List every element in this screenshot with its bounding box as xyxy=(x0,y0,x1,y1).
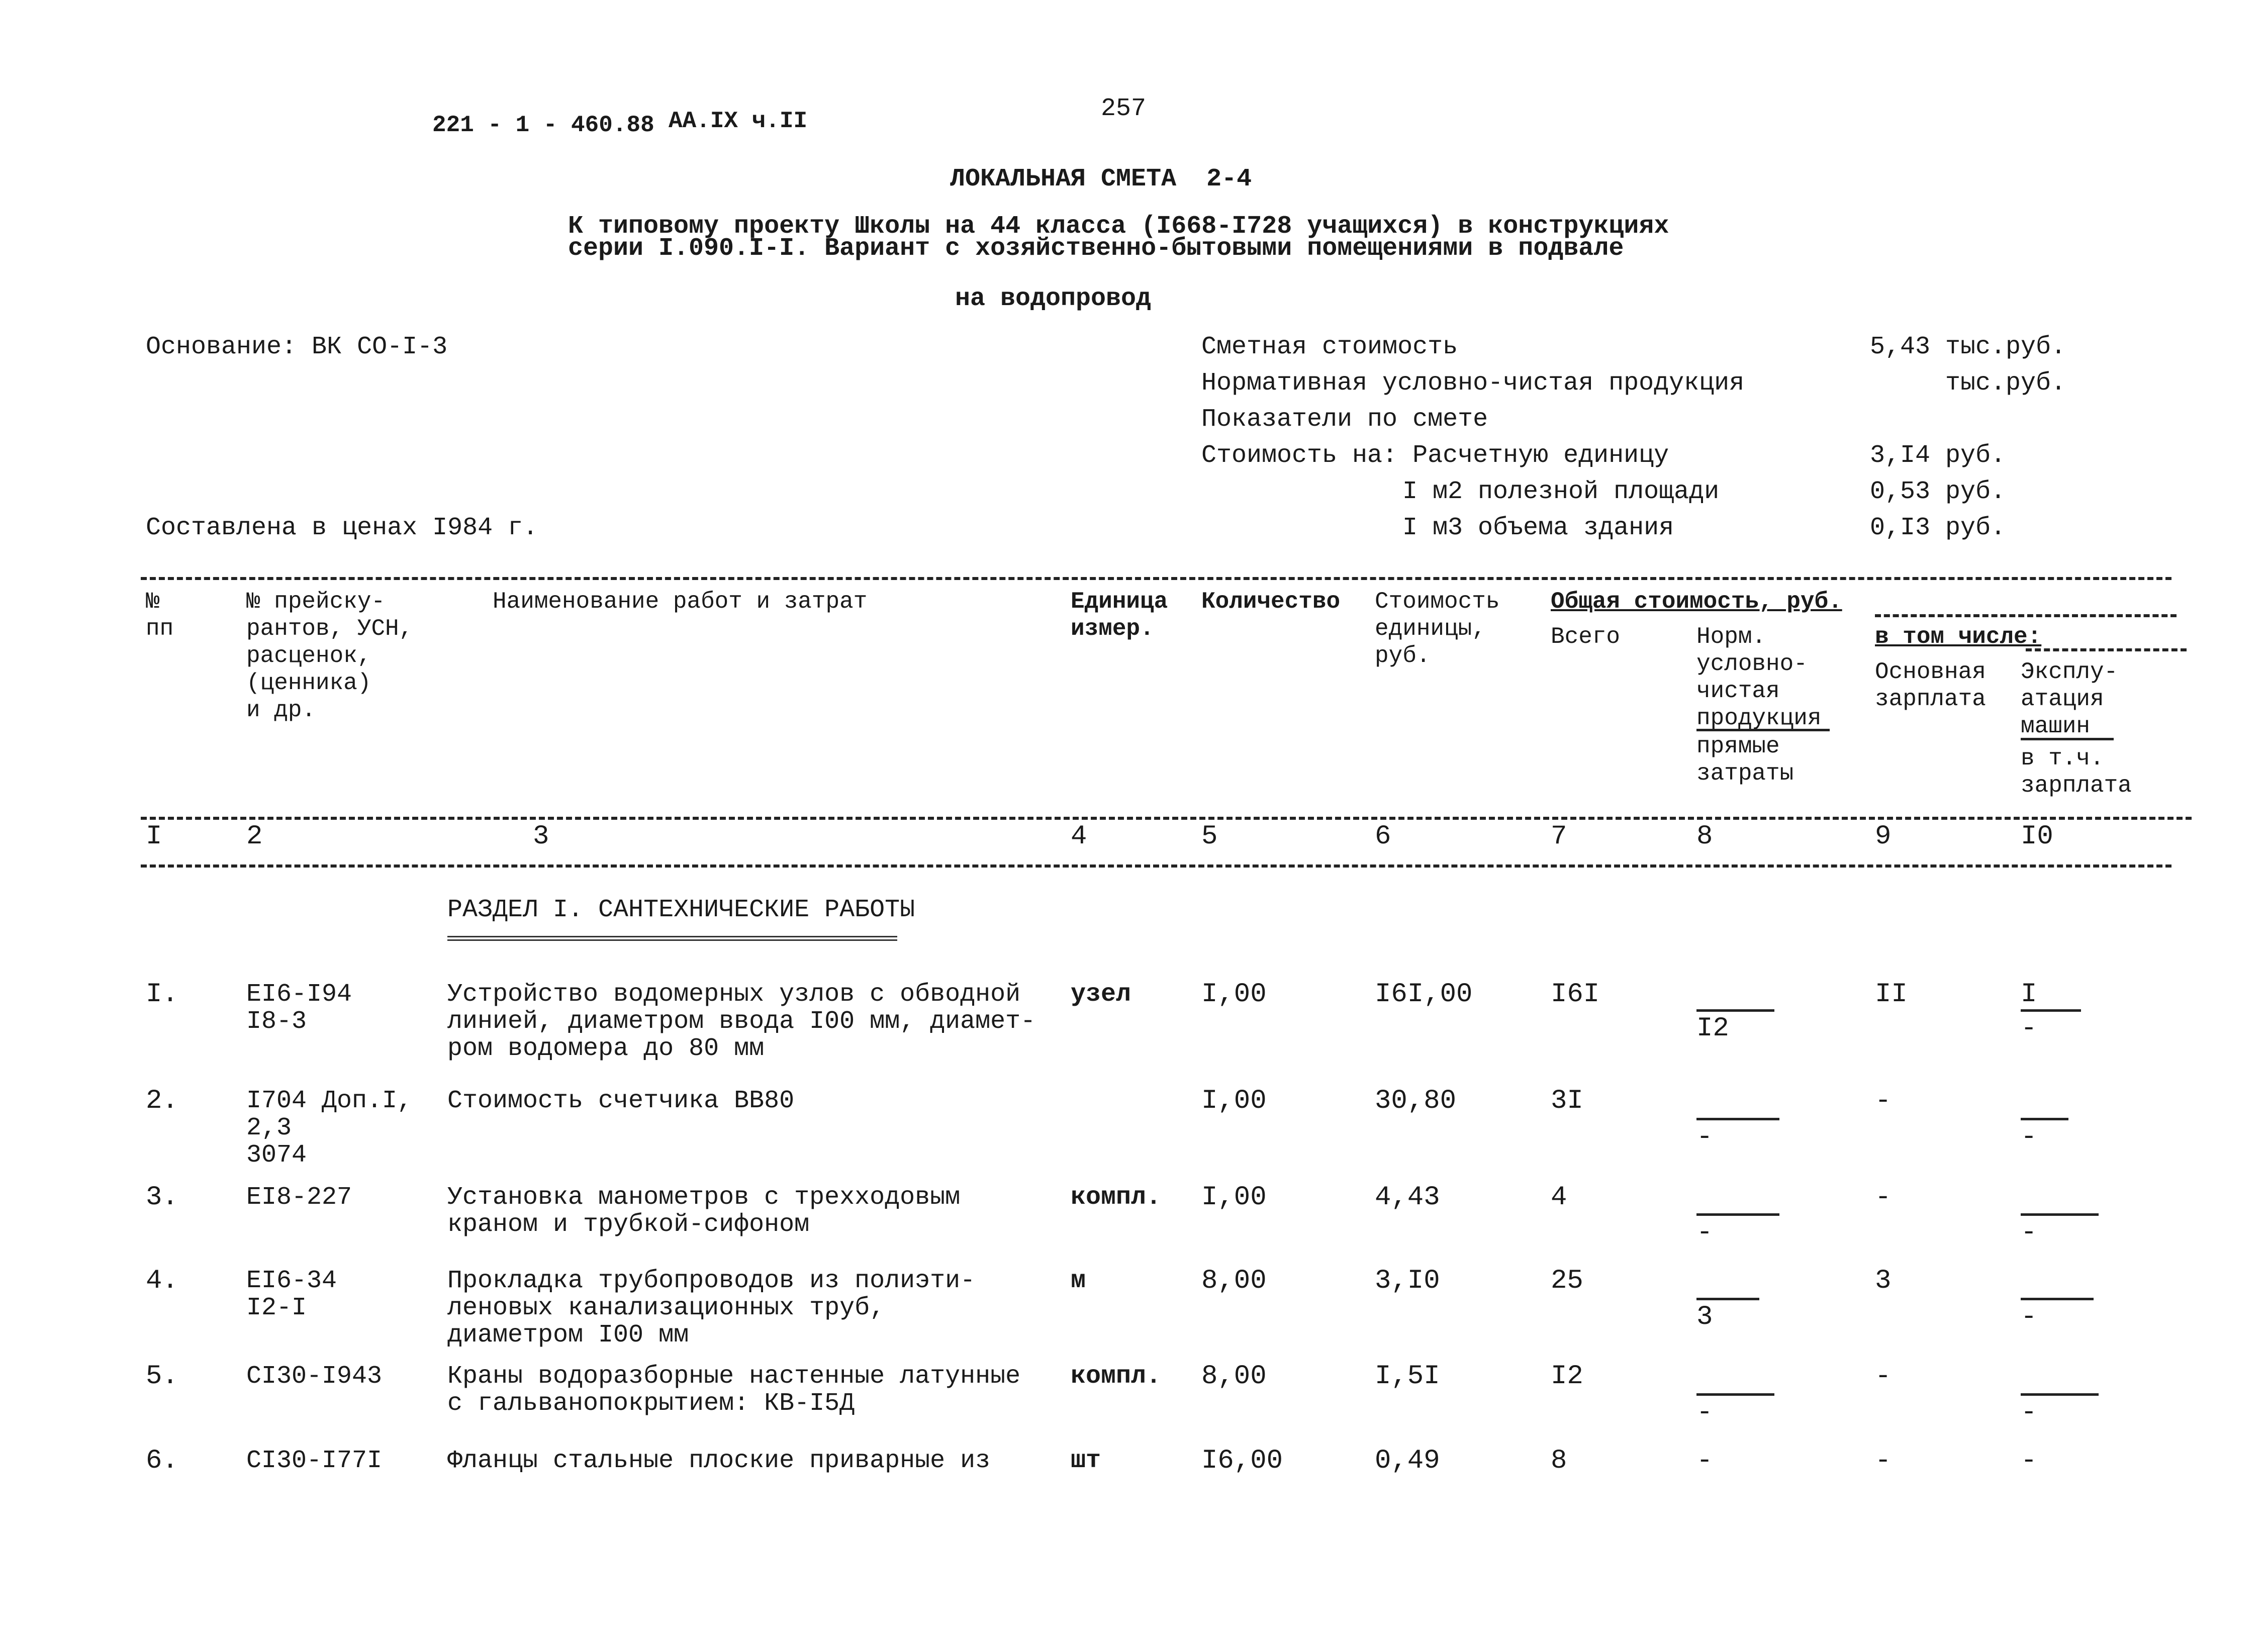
row-col10-bottom: - xyxy=(2021,1397,2037,1428)
col-number: 8 xyxy=(1696,821,1713,852)
prices-year: Составлена в ценах I984 г. xyxy=(146,514,538,542)
col-header-7: Всего xyxy=(1551,624,1621,650)
row-code: ЕI6-I94 I8-3 xyxy=(246,980,352,1036)
album-reference: АА.IX ч.II xyxy=(669,108,808,134)
row-col10-top: I xyxy=(2021,979,2037,1010)
row-code: ЕI6-34 I2-I xyxy=(246,1267,337,1322)
row-price: I6I,00 xyxy=(1375,979,1473,1010)
row-col10-bottom: - xyxy=(2021,1302,2037,1332)
row-col8-bottom: I2 xyxy=(1696,1013,1729,1044)
col-header-4: Единица измер. xyxy=(1071,589,1168,642)
subtitle-line-1: К типовому проекту Школы на 44 класса (I668-I728 учащихся) в конструкциях xyxy=(568,212,1669,241)
subtitle-line-3: на водопровод xyxy=(955,284,1152,313)
row-total: 3I xyxy=(1551,1086,1583,1116)
per-m3-value: 0,I3 руб. xyxy=(1870,514,2006,542)
col-number: 9 xyxy=(1875,821,1892,852)
row-col8-top: - xyxy=(1696,1446,1713,1476)
row-col9: II xyxy=(1875,979,1908,1010)
row-name: Прокладка трубопроводов из полиэти- леновых канализационных труб, диаметром I00 мм xyxy=(447,1267,976,1350)
col-header-1: № пп xyxy=(146,589,174,642)
col-header-3: Наименование работ и затрат xyxy=(493,589,868,615)
col-8-header-divider xyxy=(1696,729,1830,731)
row-col9: - xyxy=(1875,1086,1892,1116)
row-col8-divider xyxy=(1696,1298,1759,1300)
row-number: 6. xyxy=(146,1446,178,1476)
row-qty: I,00 xyxy=(1201,979,1267,1010)
row-code: СI30-I943 xyxy=(246,1362,383,1391)
row-col8-bottom: - xyxy=(1696,1397,1713,1428)
row-col9: - xyxy=(1875,1182,1892,1213)
col-10-header-divider xyxy=(2021,738,2114,740)
row-code: СI30-I77I xyxy=(246,1447,383,1475)
subtitle-line-2: серии I.090.I-I. Вариант с хозяйственно-бытовыми помещениями в подвале xyxy=(568,234,1624,263)
section-title-underline xyxy=(447,936,897,941)
row-col10-divider xyxy=(2021,1298,2094,1300)
row-col10-divider xyxy=(2021,1118,2068,1120)
row-col8-bottom: - xyxy=(1696,1122,1713,1153)
row-number: 2. xyxy=(146,1086,178,1116)
col-header-5: Количество xyxy=(1201,589,1341,615)
row-total: 4 xyxy=(1551,1182,1567,1213)
total-group-rule xyxy=(1875,614,2177,617)
col-numbers-bottom-rule xyxy=(141,865,2171,868)
row-col10-top: - xyxy=(2021,1446,2037,1476)
row-total: 25 xyxy=(1551,1266,1583,1296)
row-col8-divider xyxy=(1696,1009,1774,1012)
col-number: 3 xyxy=(533,821,549,852)
col-number: I xyxy=(146,821,162,852)
col-number: I0 xyxy=(2021,821,2053,852)
cost-label: Сметная стоимость xyxy=(1201,333,1458,361)
row-unit: узел xyxy=(1071,980,1131,1009)
row-qty: I,00 xyxy=(1201,1086,1267,1116)
per-m2-value: 0,53 руб. xyxy=(1870,477,2006,506)
row-col9: - xyxy=(1875,1361,1892,1392)
row-price: I,5I xyxy=(1375,1361,1440,1392)
row-total: I2 xyxy=(1551,1361,1583,1392)
row-qty: I6,00 xyxy=(1201,1446,1283,1476)
row-name: Краны водоразборные настенные латунные с гальванопокрытием: КВ-I5Д xyxy=(447,1362,1021,1418)
col-header-incl: в том числе: xyxy=(1875,624,2042,650)
row-col10-bottom: - xyxy=(2021,1217,2037,1248)
col-number: 5 xyxy=(1201,821,1218,852)
row-col9: - xyxy=(1875,1446,1892,1476)
per-unit-label: Стоимость на: Расчетную единицу xyxy=(1201,441,1669,470)
row-unit: шт xyxy=(1071,1447,1101,1475)
row-number: 3. xyxy=(146,1182,178,1213)
row-unit: компл. xyxy=(1071,1362,1162,1391)
document-title: ЛОКАЛЬНАЯ СМЕТА 2-4 xyxy=(950,165,1252,194)
col-header-10-top: Эксплу- атация машин xyxy=(2021,659,2118,739)
row-name: Установка манометров с трехходовым краном и трубкой-сифоном xyxy=(447,1183,961,1239)
col-header-total-group: Общая стоимость, руб. xyxy=(1551,589,1842,615)
row-unit: м xyxy=(1071,1267,1086,1295)
row-col8-divider xyxy=(1696,1393,1774,1396)
col-number: 7 xyxy=(1551,821,1567,852)
per-m2-label: I м2 полезной площади xyxy=(1402,477,1720,506)
col-header-9: Основная зарплата xyxy=(1875,659,1986,712)
norm-value: тыс.руб. xyxy=(1945,369,2066,398)
row-col10-divider xyxy=(2021,1213,2099,1216)
col-header-10-bottom: в т.ч. зарплата xyxy=(2021,745,2132,799)
row-code: I704 Доп.I, 2,3 3074 xyxy=(246,1087,413,1170)
per-m3-label: I м3 объема здания xyxy=(1402,514,1674,542)
row-name: Фланцы стальные плоские приварные из xyxy=(447,1447,991,1475)
row-qty: I,00 xyxy=(1201,1182,1267,1213)
basis-label: Основание: ВК СО-I-3 xyxy=(146,333,448,361)
section-title: РАЗДЕЛ I. САНТЕХНИЧЕСКИЕ РАБОТЫ xyxy=(447,896,915,924)
row-total: I6I xyxy=(1551,979,1600,1010)
norm-label: Нормативная условно-чистая продукция xyxy=(1201,369,1745,398)
row-code: ЕI8-227 xyxy=(246,1183,352,1212)
row-qty: 8,00 xyxy=(1201,1266,1267,1296)
incl-group-rule xyxy=(2026,648,2187,651)
row-price: 3,I0 xyxy=(1375,1266,1440,1296)
row-qty: 8,00 xyxy=(1201,1361,1267,1392)
col-header-8-bottom: прямые затраты xyxy=(1696,733,1794,787)
row-col8-bottom: 3 xyxy=(1696,1302,1713,1332)
col-numbers-top-rule xyxy=(141,817,2192,820)
row-price: 30,80 xyxy=(1375,1086,1457,1116)
row-col10-divider xyxy=(2021,1009,2081,1012)
row-price: 4,43 xyxy=(1375,1182,1440,1213)
col-number: 2 xyxy=(246,821,263,852)
row-unit: компл. xyxy=(1071,1183,1162,1212)
row-name: Устройство водомерных узлов с обводной линией, диаметром ввода I00 мм, диамет- ром водомера до 80 мм xyxy=(447,980,1036,1063)
table-top-rule xyxy=(141,577,2171,580)
col-header-6: Стоимость единицы, руб. xyxy=(1375,589,1500,669)
row-col10-bottom: - xyxy=(2021,1122,2037,1153)
per-unit-value: 3,I4 руб. xyxy=(1870,441,2006,470)
row-col8-bottom: - xyxy=(1696,1217,1713,1248)
col-number: 4 xyxy=(1071,821,1087,852)
col-number: 6 xyxy=(1375,821,1391,852)
row-name: Стоимость счетчика ВВ80 xyxy=(447,1087,795,1115)
page-number: 257 xyxy=(1101,94,1147,123)
row-col8-divider xyxy=(1696,1118,1779,1120)
row-col10-divider xyxy=(2021,1393,2099,1396)
row-number: I. xyxy=(146,979,178,1010)
col-header-2: № прейску- рантов, УСН, расценок, (ценника) и др. xyxy=(246,589,413,723)
row-price: 0,49 xyxy=(1375,1446,1440,1476)
row-col10-bottom: - xyxy=(2021,1013,2037,1044)
row-col9: 3 xyxy=(1875,1266,1892,1296)
row-number: 4. xyxy=(146,1266,178,1296)
row-total: 8 xyxy=(1551,1446,1567,1476)
cost-value: 5,43 тыс.руб. xyxy=(1870,333,2066,361)
document-code: 221 - 1 - 460.88 xyxy=(432,112,654,138)
row-number: 5. xyxy=(146,1361,178,1392)
row-col8-divider xyxy=(1696,1213,1779,1216)
col-header-8-top: Норм. условно- чистая продукция xyxy=(1696,624,1822,731)
indicators-label: Показатели по смете xyxy=(1201,405,1488,434)
